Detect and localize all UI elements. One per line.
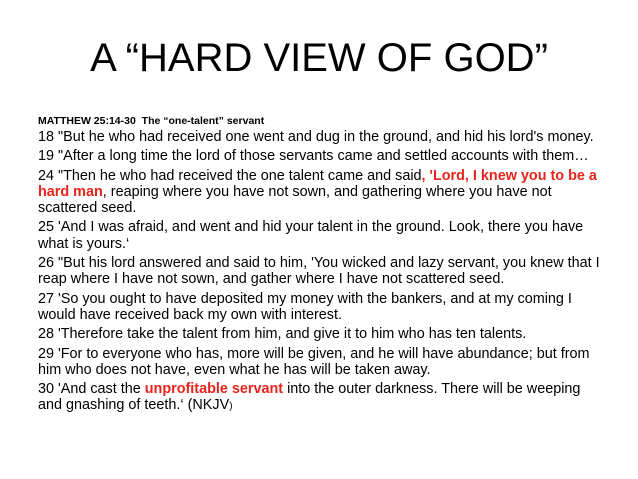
verse-30-closing-paren: ) [229,401,233,413]
verse-24-highlight: , 'Lord, I knew you to be a hard man [38,167,597,200]
verse-24 [38,168,608,217]
slide-title: A “HARD VIEW OF GOD” [90,36,548,80]
verse-30-end: into the outer darkness. There will be weeping and gnashing of teeth.‘ (NKJV [38,381,581,414]
verse-19: 19 "After a long time the lord of those servants came and settled accounts with them… [38,148,589,165]
reference-citation: MATTHEW 25:14-30 [38,115,136,127]
verse-24-start: 24 "Then he who had received the one talent came and said [38,167,422,184]
verse-30-highlight: unprofitable servant [144,381,284,398]
verse-18: 18 "But he who had received one went and dug in the ground, and hid his lord's money. [38,129,594,145]
verse-27: 27 'So you ought to have deposited my money with the bankers, and at my coming I would have received back my own with interest. [38,290,572,323]
verse-28: 28 'Therefore take the talent from him, and give it to him who has ten talents. [38,326,527,343]
verse-24-end: , reaping where you have not sown, and gathering where you have not scattered seed. [38,183,552,217]
verse-29: 29 'For to everyone who has, more will be given, and he will have abundance; but from him who does not have, even what he has will be taken away. [38,345,590,378]
verse-25: 25 'And I was afraid, and went and hid your talent in the ground. Look, there you have what is yours.‘ [38,219,584,252]
slide-body [38,114,608,419]
verse-30-start: 30 'And cast the [38,381,145,398]
verse-30 [38,381,608,416]
reference-note: The “one-talent” servant [141,115,265,127]
scripture-reference [38,114,608,128]
verse-26: 26 "But his lord answered and said to him, 'You wicked and lazy servant, you knew that I reap where I have not sown, and gather where I have not scattered seed. [38,255,600,288]
